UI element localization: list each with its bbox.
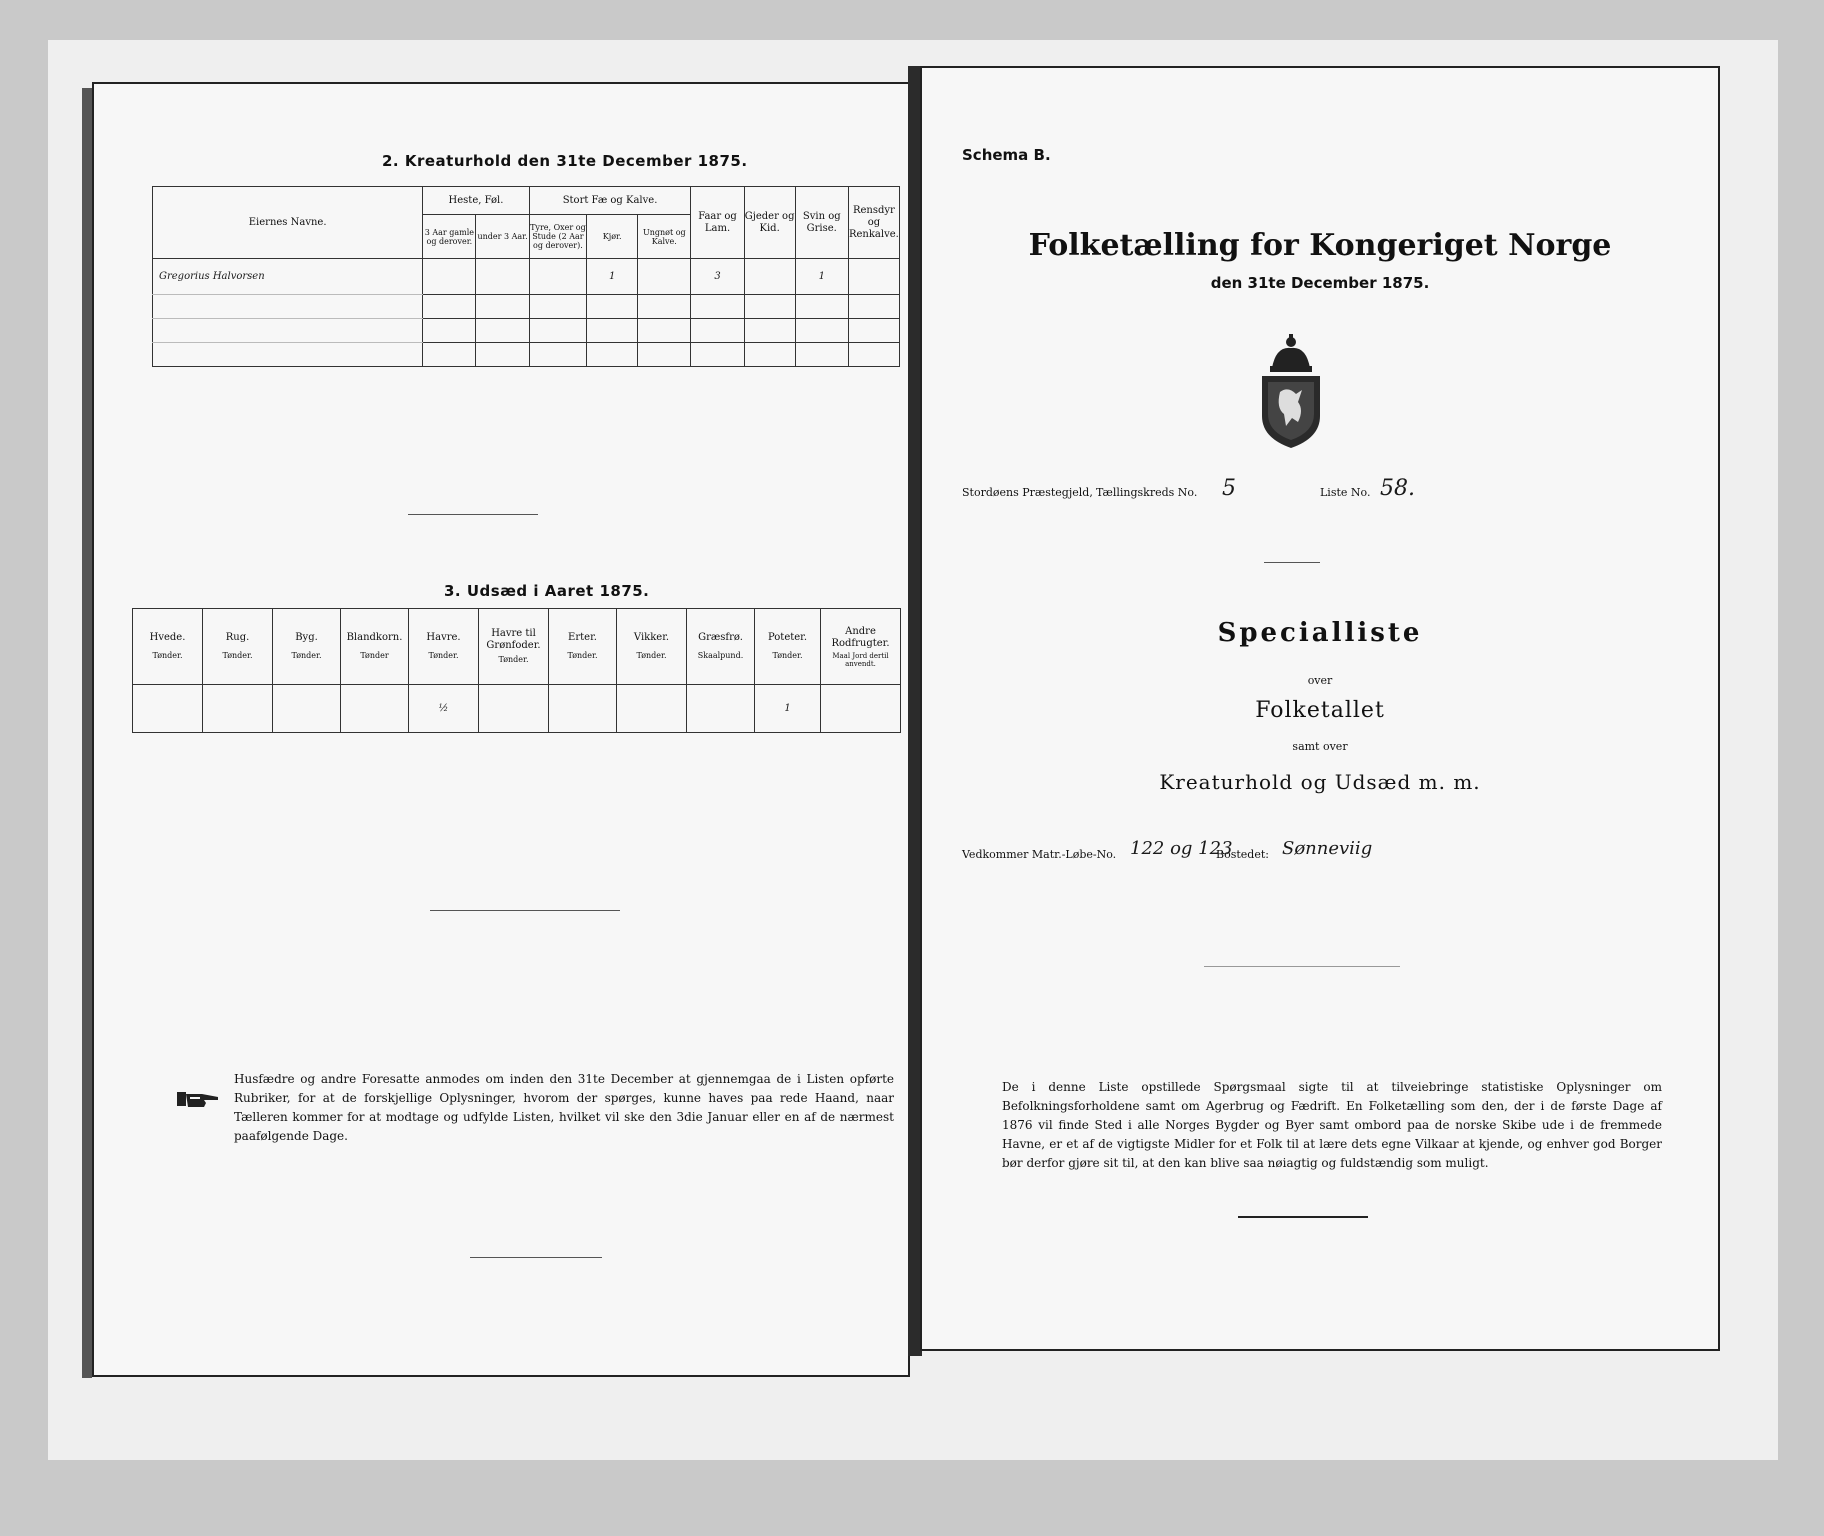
pigs-header: Svin og Grise.: [795, 187, 848, 259]
schema-label: Schema B.: [962, 146, 1051, 164]
sowing-value: ½: [409, 685, 479, 733]
special-list-title: Specialliste: [1217, 618, 1423, 648]
sowing-value: [203, 685, 273, 733]
kreaturhold-text: Kreaturhold og Udsæd m. m.: [1159, 770, 1481, 794]
sheep-header: Faar og Lam.: [691, 187, 744, 259]
divider: [1264, 562, 1320, 563]
samt-over-text: samt over: [1292, 740, 1348, 753]
matr-label: Vedkommer Matr.-Løbe-No.: [962, 848, 1117, 861]
sowing-col-2: Byg. Tønder.: [273, 609, 341, 685]
owner-cell: Gregorius Halvorsen: [153, 259, 423, 295]
bosted-label: Bostedet:: [1216, 848, 1269, 861]
sowing-table: [132, 608, 901, 733]
district-label: Tællingskreds No.: [1096, 486, 1198, 499]
sowing-value: [341, 685, 409, 733]
sowing-col-8: Græsfrø. Skaalpund.: [687, 609, 755, 685]
sowing-value: [273, 685, 341, 733]
cell-horses-young: [476, 259, 529, 295]
left-page: [92, 82, 910, 1377]
sowing-col-0: Hvede. Tønder.: [133, 609, 203, 685]
livestock-table: [152, 186, 900, 367]
divider: [1204, 966, 1400, 967]
sowing-value: [479, 685, 549, 733]
divider: [430, 910, 620, 911]
sowing-col-3: Blandkorn. Tønder: [341, 609, 409, 685]
sowing-col-9: Poteter. Tønder.: [755, 609, 821, 685]
cell-reindeer: [848, 259, 899, 295]
cell-bulls: [529, 259, 586, 295]
sowing-col-7: Vikker. Tønder.: [617, 609, 687, 685]
bosted-value: Sønneviig: [1282, 838, 1373, 859]
pointing-hand-icon: [176, 1086, 220, 1112]
cattle-sub2: Kjør.: [587, 215, 638, 259]
cell-sheep: 3: [691, 259, 744, 295]
sowing-value: 1: [755, 685, 821, 733]
divider: [1238, 1216, 1368, 1218]
horses-sub2: under 3 Aar.: [476, 215, 529, 259]
sowing-col-4: Havre. Tønder.: [409, 609, 479, 685]
list-no: 58.: [1380, 476, 1415, 501]
horses-sub1: 3 Aar gamle og derover.: [423, 215, 476, 259]
horses-header: Heste, Føl.: [423, 187, 529, 215]
district-no: 5: [1222, 476, 1236, 501]
info-text: De i denne Liste opstillede Spørgsmaal sigte til at tilveiebringe statistiske Oplysninger om Befolkningsforholdene samt om Agerbrug og Fædrift. En Folketælling som den, der i de første Dage af 1876 vil finde Sted i alle Norges Bygder og Byer samt ombord paa de norske Skibe ude i de fremmede Havne, er et af de vigtigste Midler for et Folk til at lære dets egne Vilkaar at kjende, og enhver god Borger bør derfor gjøre sit til, at den kan blive saa nøiagtig og fuldstændig som muligt.: [1002, 1080, 1662, 1170]
form-title: Folketælling for Kongeriget Norge: [1028, 228, 1612, 263]
page-edge: [82, 88, 92, 1378]
sowing-col-6: Erter. Tønder.: [549, 609, 617, 685]
folketallet-text: Folketallet: [1255, 698, 1385, 723]
cattle-sub1: Tyre, Oxer og Stude (2 Aar og derover).: [529, 215, 586, 259]
divider: [470, 1257, 602, 1258]
sowing-header-row: [133, 609, 901, 685]
form-date: den 31te December 1875.: [1210, 274, 1430, 292]
sowing-col-1: Rug. Tønder.: [203, 609, 273, 685]
cattle-sub3: Ungnøt og Kalve.: [638, 215, 691, 259]
matr-no: 122 og 123: [1130, 838, 1233, 859]
sowing-value: [617, 685, 687, 733]
table-row: [153, 259, 900, 295]
reindeer-header: Rensdyr og Renkalve.: [848, 187, 899, 259]
sowing-value: [133, 685, 203, 733]
list-label: Liste No.: [1320, 486, 1371, 499]
table-row: [133, 685, 901, 733]
right-page: [920, 66, 1720, 1351]
section2-title: 2. Kreaturhold den 31te December 1875.: [382, 152, 748, 170]
sowing-value: [687, 685, 755, 733]
cell-young-cattle: [638, 259, 691, 295]
divider: [408, 514, 538, 515]
goats-header: Gjeder og Kid.: [744, 187, 795, 259]
cell-cows: 1: [587, 259, 638, 295]
owner-header: Eiernes Navne.: [153, 187, 423, 259]
sowing-value: [821, 685, 901, 733]
section3-title: 3. Udsæd i Aaret 1875.: [444, 582, 650, 600]
over-text: over: [1307, 674, 1333, 687]
cattle-header: Stort Fæ og Kalve.: [529, 187, 691, 215]
cell-horses-old: [423, 259, 476, 295]
coat-of-arms-icon: [1258, 334, 1324, 450]
sowing-col-5: Havre til Grønfoder. Tønder.: [479, 609, 549, 685]
cell-pigs: 1: [795, 259, 848, 295]
sowing-col-10: Andre Rodfrugter. Maal Jord dertil anvendt.: [821, 609, 901, 685]
sowing-value: [549, 685, 617, 733]
notice-text: Husfædre og andre Foresatte anmodes om inden den 31te December at gjennemgaa de i Listen opførte Rubriker, for at de forskjellige Oplysninger, hvorom der spørges, kunne haves paa rede Haand, naar Tælleren kommer for at modtage og udfylde Listen, hvilket vil ske den 3die Januar eller en af de nærmest paafølgende Dage.: [234, 1072, 894, 1143]
parish-label: Stordøens Præstegjeld,: [962, 486, 1093, 499]
cell-goats: [744, 259, 795, 295]
